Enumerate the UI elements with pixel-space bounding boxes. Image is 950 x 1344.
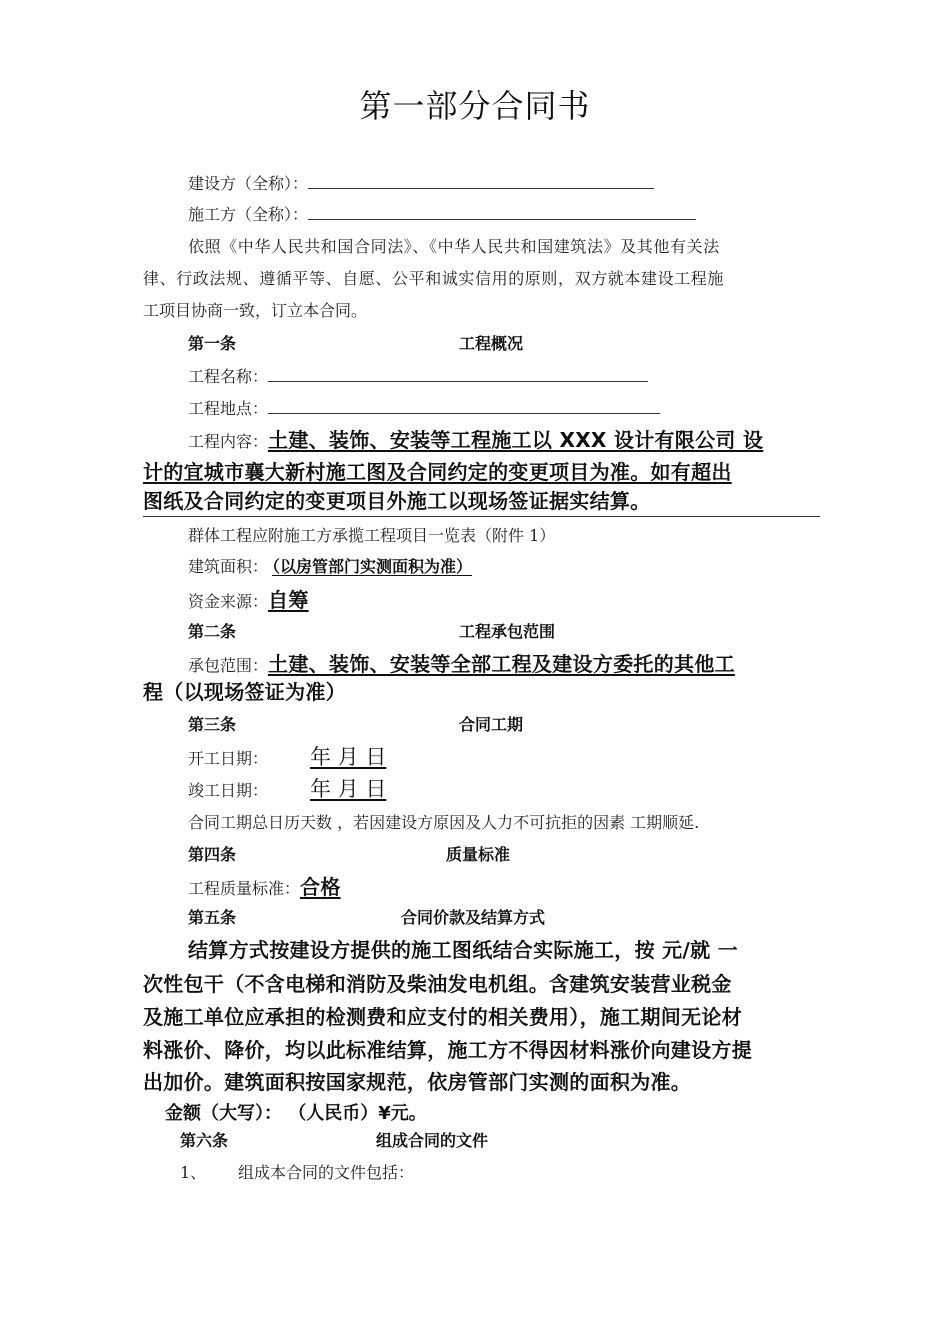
project-name-label: 工程名称： (188, 367, 269, 386)
article-2-number: 第二条 (188, 622, 237, 641)
contractor-label: 施工方（全称）： (188, 205, 309, 224)
article-1-number: 第一条 (188, 334, 237, 353)
contractor-row (188, 203, 696, 226)
article-4-number: 第四条 (188, 845, 237, 864)
intro-line-1: 依照《中华人民共和国合同法》、《中华人民共和国建筑法》及其他有关法 (188, 237, 720, 256)
fund-value: 自筹 (268, 588, 309, 612)
content-line-1: 土建、装饰、安装等工程施工以 XXX 设计有限公司 设 (268, 428, 764, 452)
article-3-title: 合同工期 (459, 715, 524, 734)
project-location-blank (268, 397, 660, 414)
contractor-blank (308, 203, 696, 220)
project-name-row (188, 365, 648, 388)
content-line-3: 图纸及合同约定的变更项目外施工以现场签证据实结算。 (143, 489, 651, 513)
article-6-number: 第六条 (180, 1131, 229, 1150)
content-line-2: 计的宜城市襄大新村施工图及合同约定的变更项目为准。如有超出 (143, 460, 732, 484)
duration-text: 合同工期总日历天数 ，若因建设方原因及人力不可抗拒的因素 工期顺延. (188, 813, 700, 832)
area-label: 建筑面积： (188, 557, 269, 576)
settlement-line-3: 及施工单位应承担的检测费和应支付的相关费用），施工期间无论材 (143, 1005, 742, 1029)
project-location-row (188, 397, 660, 420)
amount-text: 金额（大写）： （人民币）¥元。 (165, 1103, 427, 1124)
article-2-title: 工程承包范围 (459, 622, 556, 641)
article-4-title: 质量标准 (446, 845, 511, 864)
fund-label: 资金来源： (188, 592, 269, 611)
area-row (188, 556, 472, 578)
article-5-number: 第五条 (188, 908, 237, 927)
content-row (188, 426, 763, 454)
content-label: 工程内容： (188, 432, 269, 451)
quality-row (188, 873, 341, 901)
intro-line-2: 律、行政法规、遵循平等、自愿、公平和诚实信用的原则，双方就本建设工程施 (143, 269, 725, 288)
quality-value: 合格 (300, 875, 341, 899)
end-date-label: 竣工日期： (188, 781, 269, 800)
page-title: 第一部分合同书 (359, 87, 591, 125)
start-date-value: 年 月 日 (310, 745, 387, 769)
intro-line-3: 工项目协商一致，订立本合同。 (143, 301, 368, 320)
article-5-title: 合同价款及结算方式 (401, 908, 546, 927)
end-date-value: 年 月 日 (310, 777, 387, 801)
area-value: （以房管部门实测面积为准） (272, 557, 473, 576)
article-6-title: 组成合同的文件 (376, 1131, 489, 1150)
item-1-number: 1、 (180, 1163, 207, 1182)
builder-blank (308, 172, 654, 189)
builder-label: 建设方（全称）： (188, 174, 309, 193)
project-name-blank (268, 365, 648, 382)
scope-row (188, 650, 735, 678)
builder-row (188, 172, 654, 195)
item-1-text: 组成本合同的文件包括： (238, 1163, 415, 1182)
settlement-line-5: 出加价。建筑面积按国家规范，依房管部门实测的面积为准。 (143, 1070, 692, 1094)
article-3-number: 第三条 (188, 715, 237, 734)
project-location-label: 工程地点： (188, 399, 269, 418)
settlement-line-1: 结算方式按建设方提供的施工图纸结合实际施工，按 元/就 一 (188, 938, 738, 962)
scope-line-2: 程（以现场签证为准） (143, 680, 346, 704)
article-1-title: 工程概况 (459, 334, 524, 353)
settlement-line-2: 次性包干（不含电梯和消防及柴油发电机组。含建筑安装营业税金 (143, 972, 732, 996)
settlement-line-4: 料涨价、降价，均以此标准结算，施工方不得因材料涨价向建设方提 (143, 1038, 752, 1062)
fund-row (188, 586, 309, 614)
scope-label: 承包范围： (188, 656, 269, 675)
divider-line (143, 516, 820, 517)
quality-label: 工程质量标准： (188, 879, 301, 898)
scope-line-1: 土建、装饰、安装等全部工程及建设方委托的其他工 (268, 652, 735, 676)
start-date-label: 开工日期： (188, 749, 269, 768)
group-note: 群体工程应附施工方承揽工程项目一览表（附件 1） (188, 526, 556, 545)
